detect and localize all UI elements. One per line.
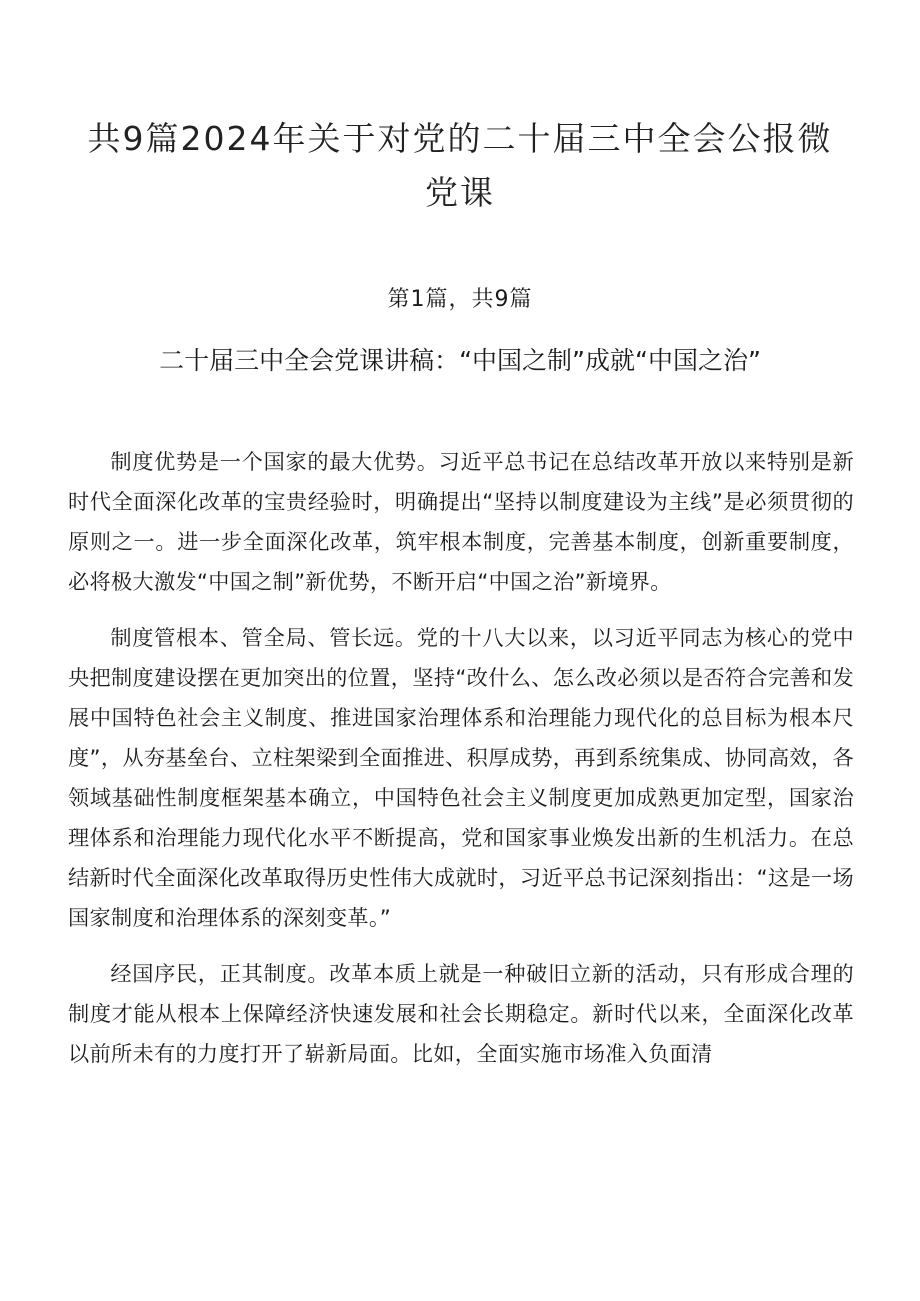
paragraph: 经国序民，正其制度。改革本质上就是一种破旧立新的活动，只有形成合理的制度才能从根本上保障经济快速发展和社会长期稳定。新时代以来，全面深化改革以前所未有的力度打开了崭新局面。比如，全面实施市场准入负面清	[68, 961, 854, 1066]
paragraph: 制度优势是一个国家的最大优势。习近平总书记在总结改革开放以来特别是新时代全面深化改革的宝贵经验时，明确提出“坚持以制度建设为主线”是必须贯彻的原则之一。进一步全面深化改革，筑牢根本制度，完善基本制度，创新重要制度，必将极大激发“中国之制”新优势，不断开启“中国之治”新境界。	[68, 449, 854, 594]
part-label: 第1篇，共9篇	[387, 287, 533, 312]
document-title: 共9篇2024年关于对党的二十届三中全会公报微党课	[87, 119, 833, 212]
paragraph: 制度管根本、管全局、管长远。党的十八大以来，以习近平同志为核心的党中央把制度建设摆在更加突出的位置，坚持“改什么、怎么改必须以是否符合完善和发展中国特色社会主义制度、推进国家治理体系和治理能力现代化的总目标为根本尺度”，从夯基垒台、立柱架梁到全面推进、积厚成势，再到系统集成、协同高效，各领域基础性制度框架基本确立，中国特色社会主义制度更加成熟更加定型，国家治理体系和治理能力现代化水平不断提高，党和国家事业焕发出新的生机活力。在总结新时代全面深化改革取得历史性伟大成就时，习近平总书记深刻指出：“这是一场国家制度和治理体系的深刻变革。”	[68, 625, 854, 930]
document-body	[68, 442, 854, 1090]
article-title: 二十届三中全会党课讲稿：“中国之制”成就“中国之治”	[159, 346, 761, 375]
